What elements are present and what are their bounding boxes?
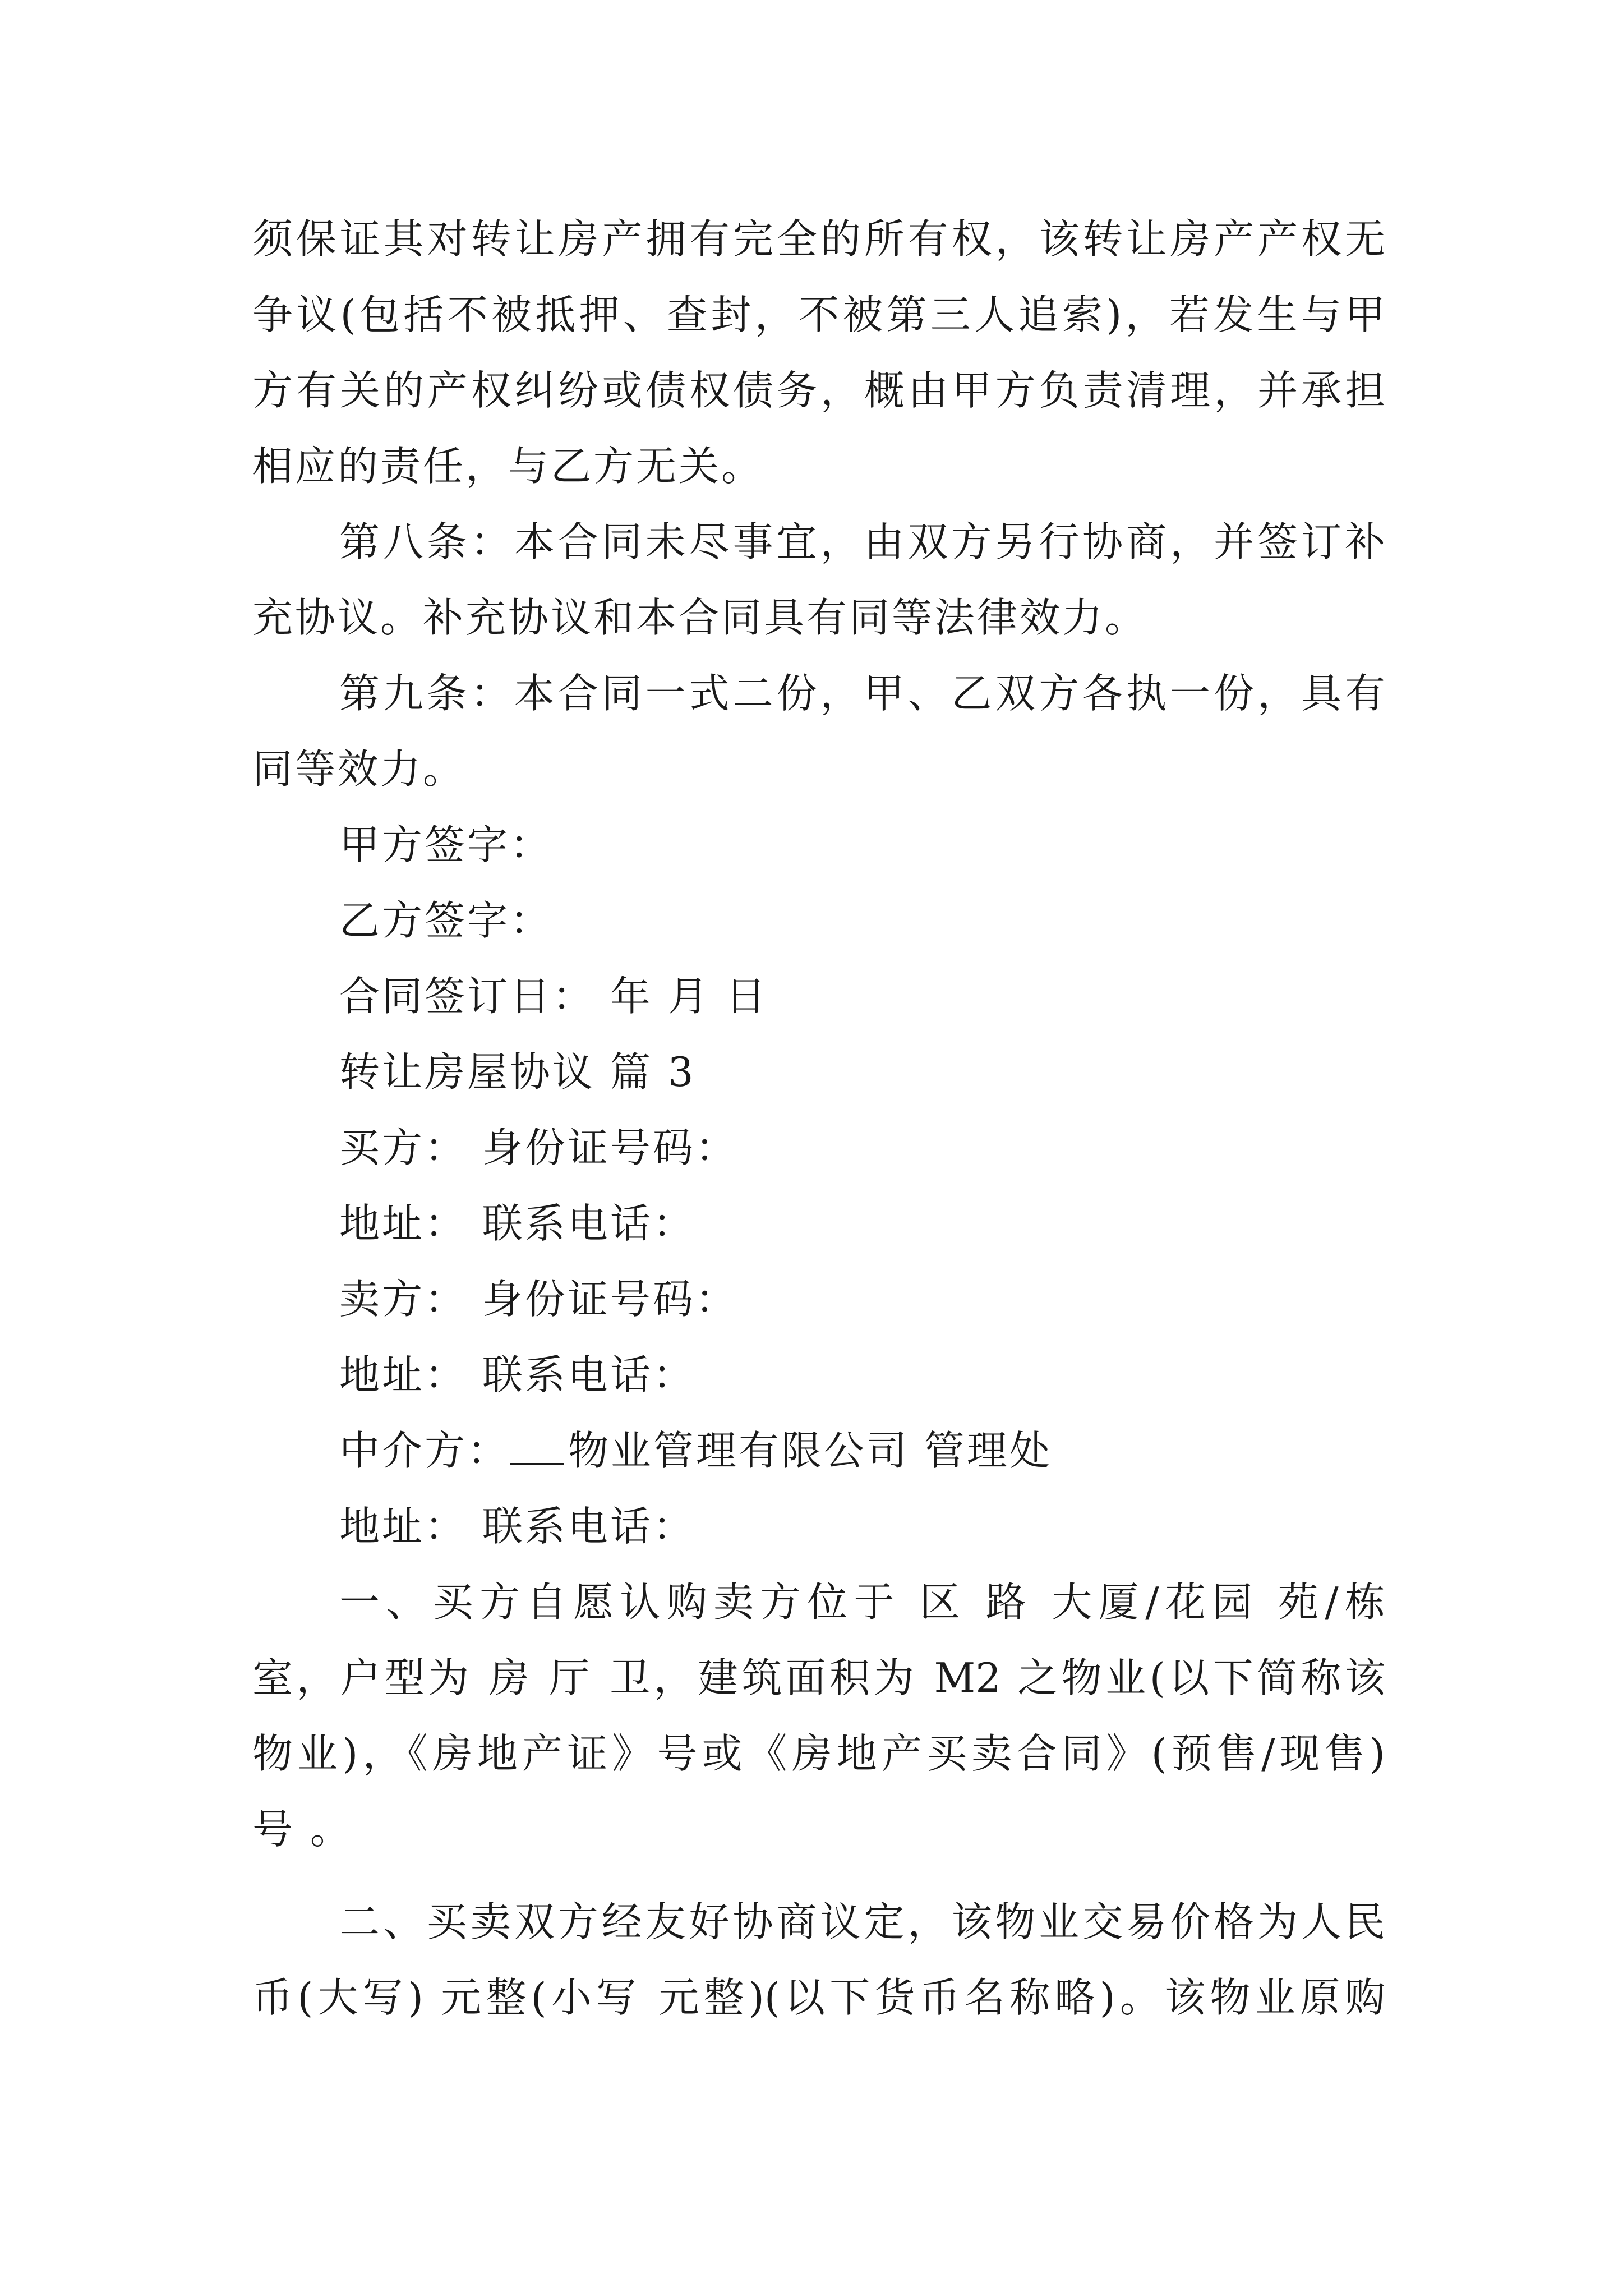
text-line: 充协议。补充协议和本合同具有同等法律效力。 [252,594,1148,641]
section-heading: 转让房屋协议 篇 3 [339,1048,696,1096]
fill-in-blank [510,1430,564,1465]
buyer-address-line: 地址： 联系电话： [339,1200,695,1247]
text-line: 二、买卖双方经友好协商议定，该物业交易价格为人民 [339,1898,1385,1945]
text-line: 须保证其对转让房产拥有完全的所有权，该转让房产产权无 [252,215,1385,263]
signing-date-line: 合同签订日： 年 月 日 [339,973,768,1020]
seller-address-line: 地址： 联系电话： [339,1351,695,1398]
text-line: 一、买方自愿认购卖方位于 区 路 大厦/花园 苑/栋 [339,1579,1385,1626]
text-line: 相应的责任，与乙方无关。 [252,443,764,490]
party-a-signature-line: 甲方签字： [339,821,553,868]
text-line: 同等效力。 [252,746,466,793]
agent-line [339,1427,1385,1474]
text-line: 室，户型为 房 厅 卫，建筑面积为 M2 之物业(以下简称该 [252,1654,1385,1701]
text-line: 争议(包括不被抵押、查封，不被第三人追索)，若发生与甲 [252,291,1385,338]
agent-company: 物业管理有限公司 管理处 [568,1427,1052,1474]
buyer-line: 买方： 身份证号码： [339,1124,738,1171]
text-line: 物业)，《房地产证》号或《房地产买卖合同》(预售/现售) [252,1730,1385,1777]
agent-address-line: 地址： 联系电话： [339,1503,695,1550]
party-b-signature-line: 乙方签字： [339,897,553,944]
text-line: 第八条：本合同未尽事宜，由双方另行协商，并签订补 [339,518,1385,565]
text-line: 方有关的产权纠纷或债权债务，概由甲方负责清理，并承担 [252,367,1385,414]
text-line: 号 。 [252,1806,353,1853]
seller-line: 卖方： 身份证号码： [339,1276,738,1323]
text-line: 币(大写) 元整(小写 元整)(以下货币名称略)。该物业原购 [252,1974,1385,2021]
agent-label: 中介方： [339,1427,510,1474]
text-line: 第九条：本合同一式二份，甲、乙双方各执一份，具有 [339,670,1385,717]
